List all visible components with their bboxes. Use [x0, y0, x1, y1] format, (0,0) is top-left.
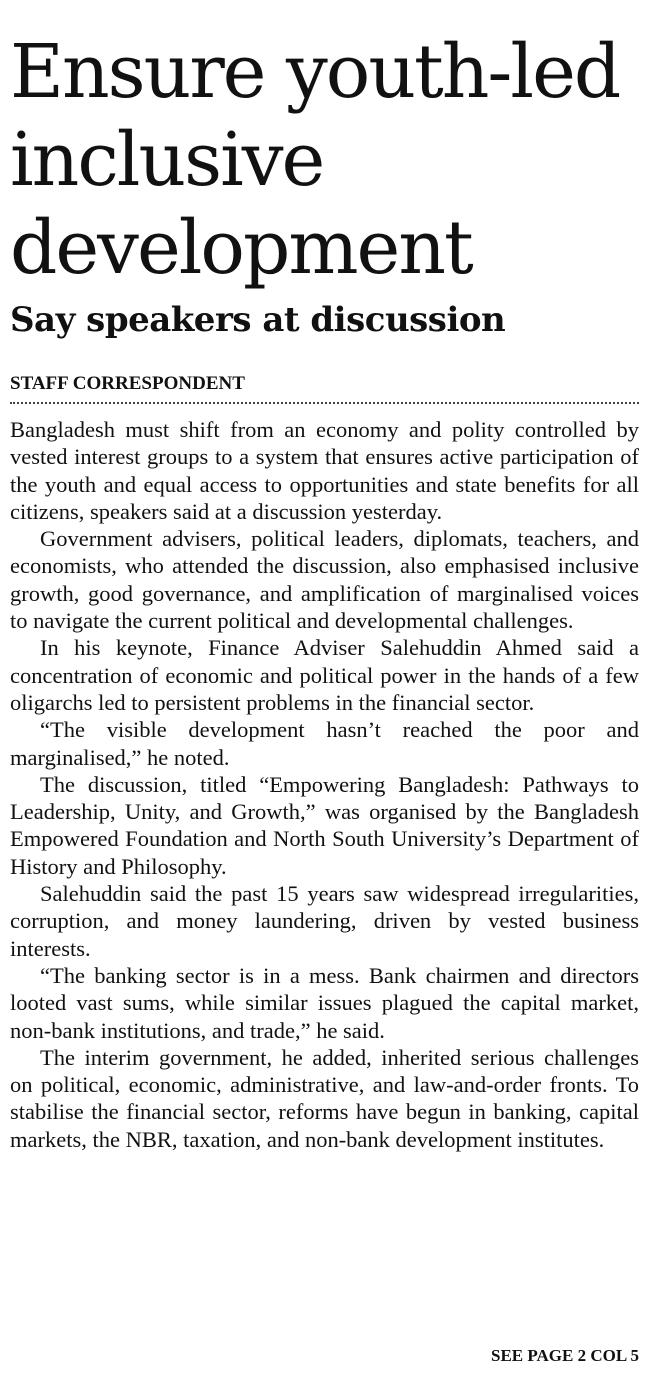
body-paragraph: In his keynote, Finance Adviser Salehuddin Ahmed said a concentration of economic and political power in the hands of a few oligarchs led to persistent problems in the financial sector. [10, 635, 639, 715]
continued-jump-line[interactable]: SEE PAGE 2 COL 5 [491, 1346, 639, 1365]
byline: STAFF CORRESPONDENT [10, 373, 245, 394]
body-paragraph: Government advisers, political leaders, diplomats, teachers, and economists, who attended the discussion, also emphasised inclusive growth, good governance, and amplification of marginalised voices to navigate the current political and developmental challenges. [10, 526, 639, 634]
body-paragraph: The interim government, he added, inherited serious challenges on political, economic, administrative, and law-and-order fronts. To stabilise the financial sector, reforms have begun in banking, capital markets, the NBR, taxation, and non-bank development institutes. [10, 1044, 639, 1152]
body-paragraph: “The visible development hasn’t reached the poor and marginalised,” he noted. [10, 717, 639, 770]
headline: Ensure youth-led inclusive development [10, 29, 620, 291]
body-paragraph: “The banking sector is in a mess. Bank chairmen and directors looted vast sums, while similar issues plagued the capital market, non-bank institutions, and trade,” he said. [10, 962, 639, 1043]
body-paragraph: Bangladesh must shift from an economy and polity controlled by vested interest groups to a system that ensures active participation of the youth and equal access to opportunities and state benefits for all citizens, speakers said at a discussion yesterday. [10, 417, 639, 524]
body-paragraph: Salehuddin said the past 15 years saw widespread irregularities, corruption, and money laundering, driven by vested business interests. [10, 881, 639, 961]
article-body [10, 416, 639, 1153]
subheadline: Say speakers at discussion [10, 300, 506, 340]
dotted-divider [10, 402, 639, 404]
body-paragraph: The discussion, titled “Empowering Bangladesh: Pathways to Leadership, Unity, and Growth,” was organised by the Bangladesh Empowered Foundation and North South University’s Department of History and Philosophy. [10, 771, 639, 879]
